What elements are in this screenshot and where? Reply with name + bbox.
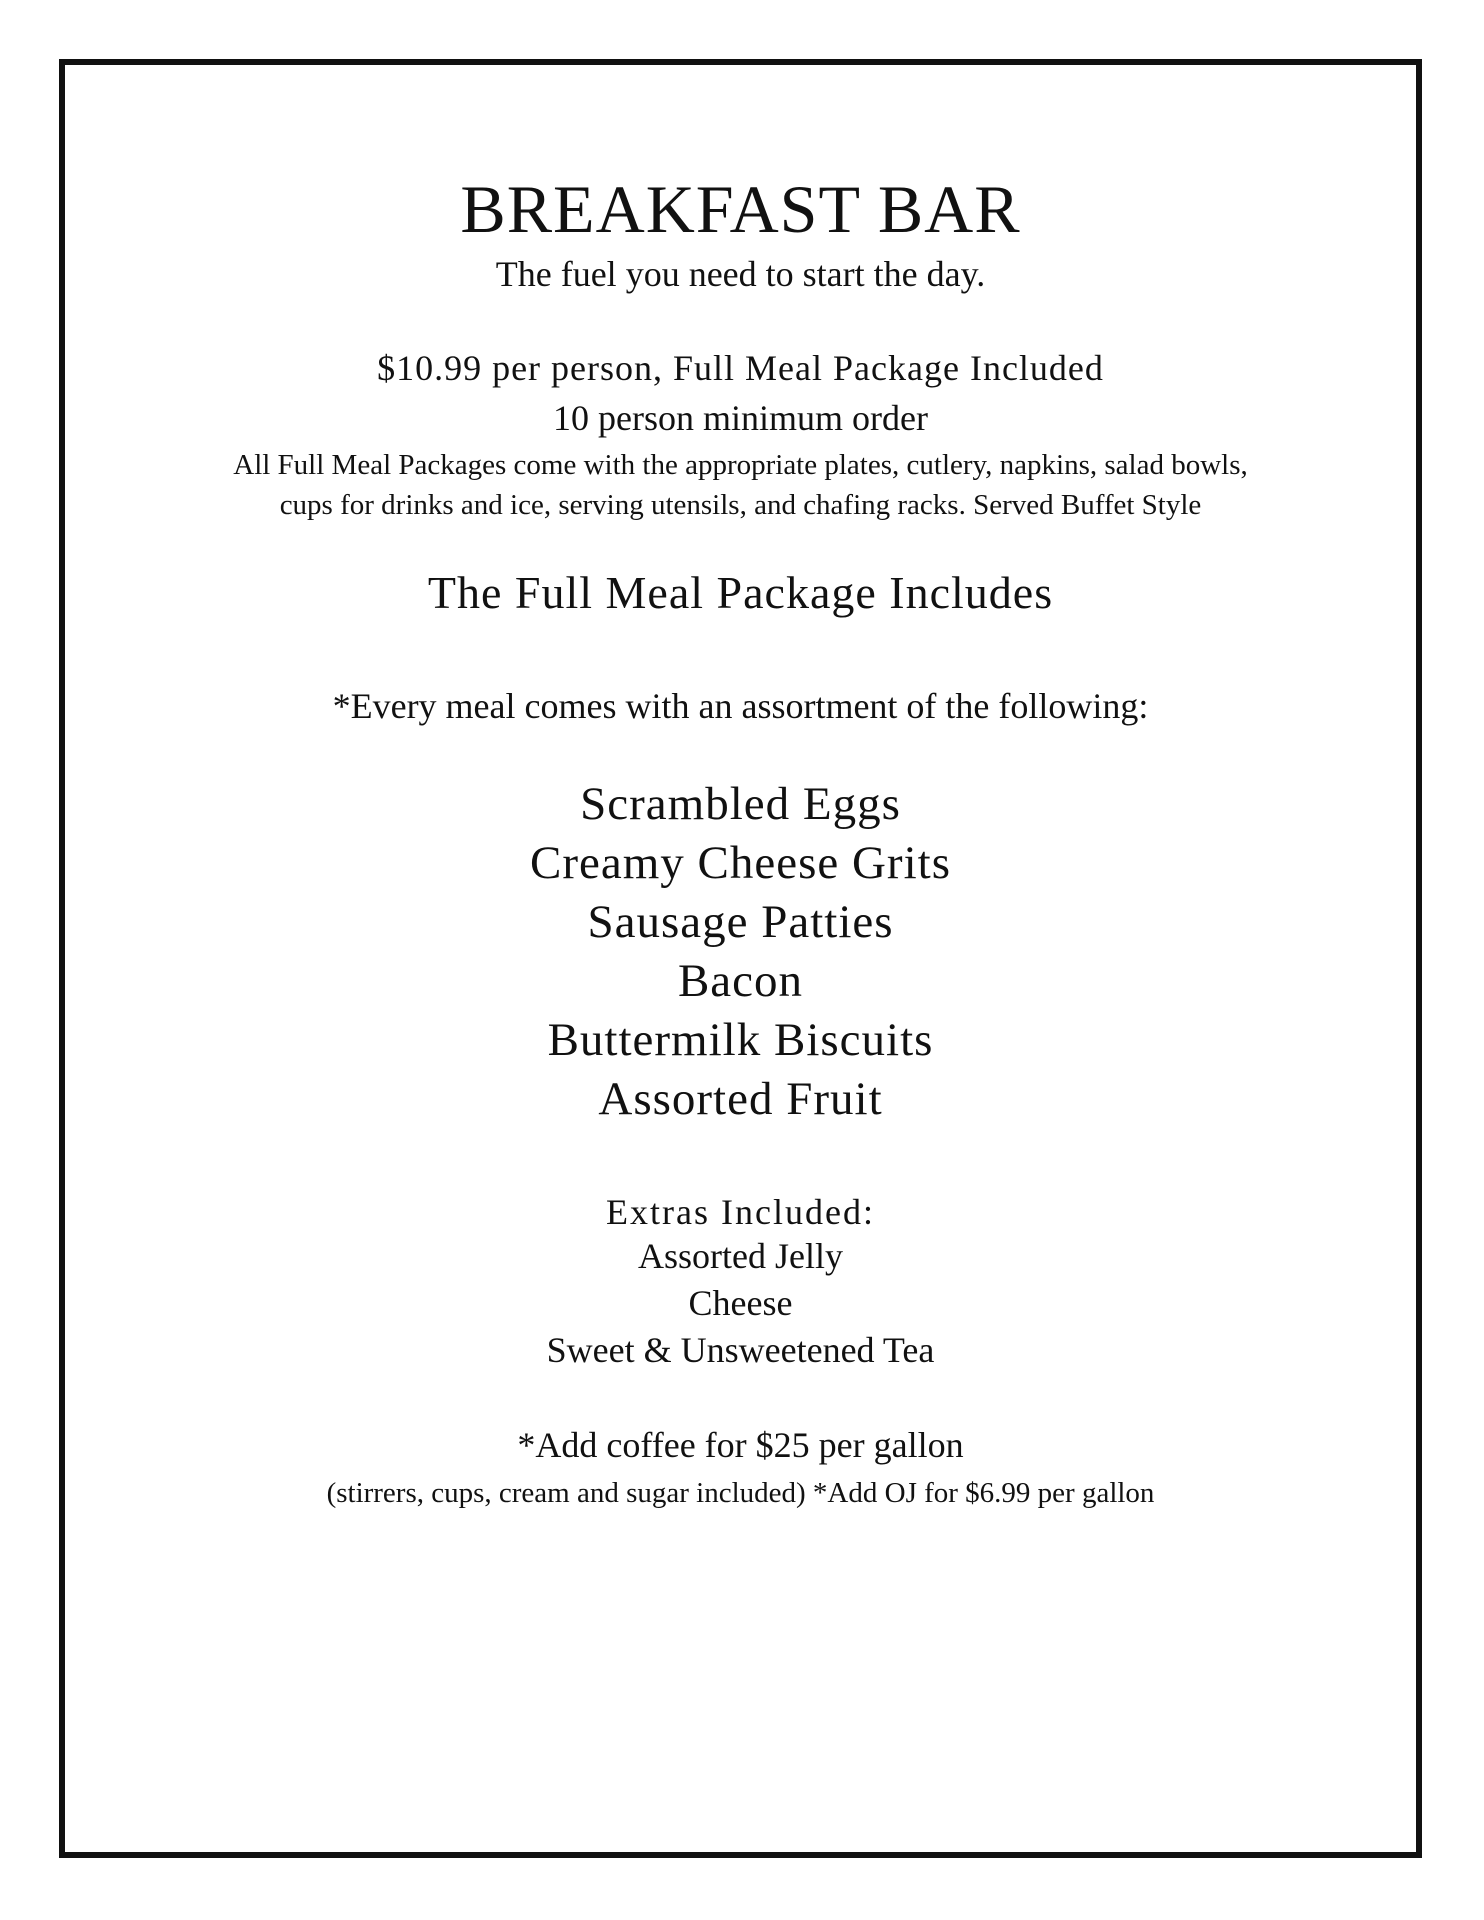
extras-list: [65, 1233, 1416, 1374]
minimum-order: 10 person minimum order: [553, 398, 928, 438]
extras-heading: Extras Included:: [606, 1192, 875, 1232]
extras-item: Assorted Jelly: [638, 1236, 843, 1276]
package-heading: The Full Meal Package Includes: [427, 567, 1054, 618]
price-line: $10.99 per person, Full Meal Package Included: [377, 348, 1104, 388]
coffee-addon: *Add coffee for $25 per gallon: [517, 1425, 964, 1465]
menu-item: Bacon: [677, 955, 804, 1007]
extras-item: Cheese: [688, 1283, 793, 1323]
menu-item: Sausage Patties: [587, 896, 894, 948]
assortment-note: *Every meal comes with an assortment of the following:: [332, 686, 1149, 726]
package-note-line: cups for drinks and ice, serving utensils, and chafing racks. Served Buffet Style: [279, 489, 1202, 521]
package-note: [65, 445, 1416, 525]
menu-item-list: [65, 775, 1416, 1129]
page-title: BREAKFAST BAR: [460, 171, 1021, 247]
addon-note: (stirrers, cups, cream and sugar included) *Add OJ for $6.99 per gallon: [326, 1477, 1155, 1509]
package-note-line: All Full Meal Packages come with the appropriate plates, cutlery, napkins, salad bowls,: [233, 449, 1248, 481]
menu-item: Assorted Fruit: [598, 1073, 883, 1125]
menu-item: Buttermilk Biscuits: [547, 1014, 934, 1066]
tagline: The fuel you need to start the day.: [495, 254, 986, 294]
menu-item: Creamy Cheese Grits: [529, 837, 951, 889]
menu-item: Scrambled Eggs: [580, 778, 901, 830]
extras-item: Sweet & Unsweetened Tea: [546, 1330, 935, 1370]
